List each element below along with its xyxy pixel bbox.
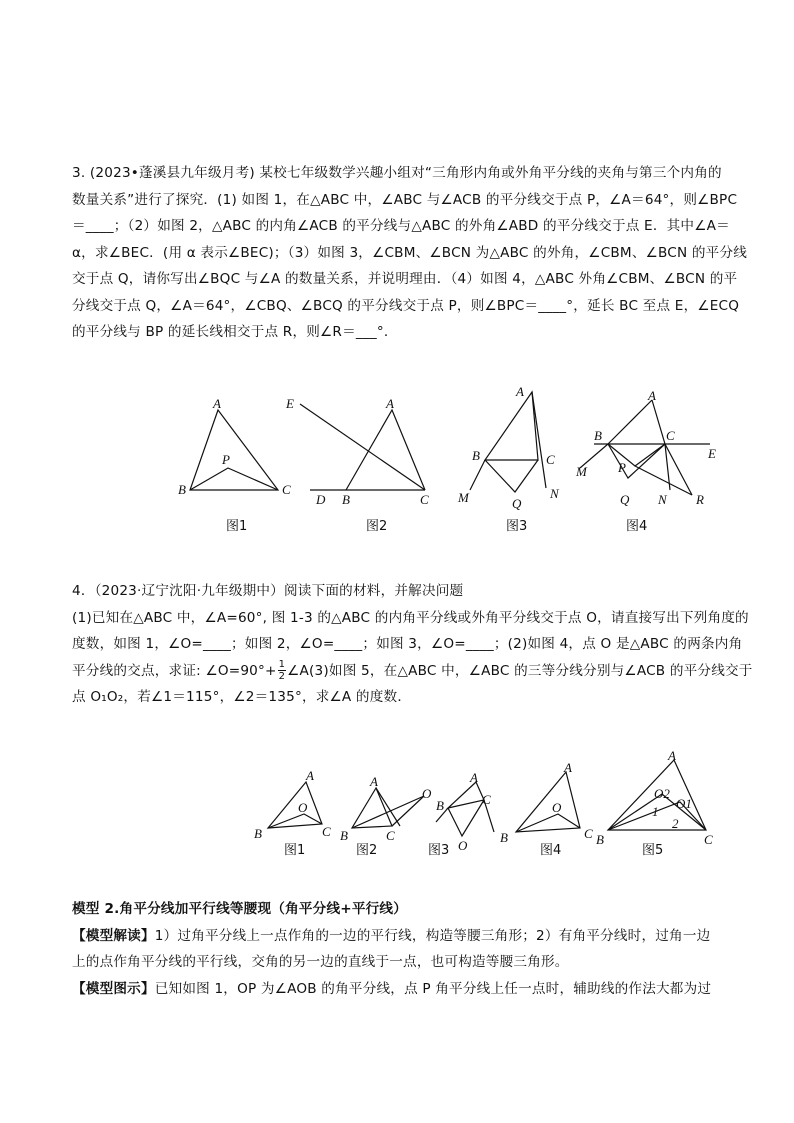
model2-section (72, 896, 724, 1002)
q4-fig5 (596, 748, 713, 858)
q3-line-7: 的平分线与 BP 的延长线相交于点 R，则∠R＝___°． (72, 324, 398, 340)
q4-fig4-label-a: A (564, 760, 572, 775)
model2-diagram-text: 已知如图 1，OP 为∠AOB 的角平分线，点 P 角平分线上任一点时，辅助线的作法大都为过 (154, 980, 712, 997)
q4-fig4 (500, 760, 593, 858)
q4-fig5-label-o2: O2 (654, 786, 670, 801)
q3-fig2-label-d: D (316, 492, 326, 507)
q3-fig1-label-c: C (282, 482, 291, 497)
model2-title-text: 模型 2.角平分线加平行线等腰现（角平分线+平行线） (72, 901, 408, 917)
q3-fig4-caption: 图4 (626, 519, 648, 534)
q4-fig1 (254, 768, 331, 858)
q3-fig3-label-a: A (516, 384, 524, 399)
q4-line-4 (72, 658, 753, 685)
q4-fig5-label-b: B (596, 832, 604, 847)
q3-fig1-label-p: P (222, 452, 230, 467)
q3-text (72, 160, 748, 346)
model2-explain-tag: 【模型解读】 (72, 927, 155, 944)
q3-fig3-label-c: C (546, 452, 555, 467)
q4-fig5-caption: 图5 (642, 843, 664, 858)
model2-explain-line-1 (72, 923, 724, 950)
q3-fig2-label-a: A (386, 396, 394, 411)
q3-fig2-label-c: C (420, 492, 429, 507)
q3-fig4-label-n: N (658, 492, 667, 507)
q3-fig2 (285, 396, 429, 534)
q3-fig4-label-q: Q (620, 492, 630, 507)
q4-line-2: (1)已知在△ABC 中，∠A=60°, 图 1-3 的△ABC 的内角平分线或外角平分线交于点 O，请直接写出下列角度的 (72, 609, 749, 626)
q4-line-1: 4．（2023·辽宁沈阳·九年级期中）阅读下面的材料，并解决问题 (72, 583, 464, 599)
q3-fig4-label-a: A (648, 388, 656, 403)
model2-diagram-tag: 【模型图示】 (72, 980, 155, 997)
q4-fig3-caption: 图3 (428, 843, 450, 858)
q3-fig3 (457, 384, 560, 534)
q3-line-2: 数量关系”进行了探究．(1) 如图 1，在△ABC 中，∠ABC 与∠ACB 的平分线交于点 P，∠A＝64°，则∠BPC (72, 191, 738, 208)
q4-fig4-label-c: C (584, 826, 593, 841)
q4-fig5-label-a: A (668, 748, 676, 763)
q3-fig3-label-q: Q (512, 496, 522, 511)
q3-fig3-label-m: M (458, 490, 469, 505)
q3-fig3-label-n: N (550, 486, 559, 501)
q4-fig5-label-c: C (704, 832, 713, 847)
q4-fig2-caption: 图2 (356, 843, 378, 858)
fraction-numerator: 1 (278, 659, 286, 670)
q3-fig1-label-a: A (213, 396, 221, 411)
q3-fig4-label-c: C (666, 428, 675, 443)
q4-fig4-label-o: O (552, 800, 562, 815)
q4-fig1-label-c: C (322, 824, 331, 839)
q4-fig3-label-o: O (458, 838, 468, 853)
q4-figures (250, 746, 720, 860)
q4-fig5-label-1: 1 (652, 804, 659, 819)
q4-fig3-label-a: A (470, 770, 478, 785)
q3-fig4-label-r: R (696, 492, 704, 507)
q3-fig3-caption: 图3 (506, 519, 528, 534)
q3-fig2-caption: 图2 (366, 519, 388, 534)
q3-fig1 (178, 396, 291, 534)
q3-fig4-label-m: M (576, 464, 587, 479)
q4-fig2-label-o: O (422, 786, 432, 801)
q4-line-4-post: ∠A(3)如图 5，在△ABC 中，∠ABC 的三等分线分别与∠ACB 的平分线交于 (287, 662, 753, 679)
q3-fig3-label-b: B (472, 448, 480, 463)
q4-fig3-label-b: B (436, 798, 444, 813)
q4-fig1-label-a: A (306, 768, 314, 783)
q3-line-6: 分线交于点 Q，∠A＝64°，∠CBQ、∠BCQ 的平分线交于点 P，则∠BPC＝____°，延长 BC 至点 E，∠ECQ (72, 297, 740, 314)
q3-fig2-label-e: E (286, 396, 294, 411)
q4-line-4-pre: 平分线的交点，求证: ∠O=90°+ (72, 662, 277, 679)
q4-fig2-label-b: B (340, 828, 348, 843)
q3-fig1-caption: 图1 (226, 519, 248, 534)
q3-figures (170, 380, 730, 540)
q3-line-1: 3. (2023•蓬溪县九年级月考) 某校七年级数学兴趣小组对“三角形内角或外角平分线的夹角与第三个内角的 (72, 165, 722, 181)
q4-line-5: 点 O₁O₂，若∠1＝115°，∠2＝135°，求∠A 的度数． (72, 689, 412, 705)
q4-line-3: 度数，如图 1，∠O=____；如图 2，∠O=____；如图 3，∠O=____；(2)如图 4，点 O 是△ABC 的两条内角 (72, 636, 743, 652)
q3-fig4 (575, 388, 716, 534)
q4-fig1-label-o: O (298, 800, 308, 815)
q3-line-3: ＝____；（2）如图 2，△ABC 的内角∠ACB 的平分线与△ABC 的外角∠ABD 的平分线交于点 E．其中∠A＝ (72, 218, 730, 234)
q3-line-4: α，求∠BEC．(用 α 表示∠BEC)；（3）如图 3，∠CBM、∠BCN 为△ABC 的外角，∠CBM、∠BCN 的平分线 (72, 244, 748, 261)
q3-fig4-label-b: B (594, 428, 602, 443)
q3-fig2-label-b: B (342, 492, 350, 507)
q4-fig1-label-b: B (254, 826, 262, 841)
q4-text (72, 578, 753, 711)
model2-title (72, 896, 724, 923)
q4-fig3-label-c: C (482, 792, 491, 807)
q4-fig1-caption: 图1 (284, 843, 306, 858)
model2-explain-text-1: 1）过角平分线上一点作角的一边的平行线，构造等腰三角形；2）有角平分线时，过角一边 (154, 927, 711, 944)
q4-fig5-label-2: 2 (672, 816, 679, 831)
q4-fig4-label-b: B (500, 830, 508, 845)
q3-fig4-label-e: E (708, 446, 716, 461)
model2-diagram-line (72, 976, 724, 1003)
fraction-denominator: 2 (278, 671, 286, 682)
q4-fig3 (428, 770, 494, 858)
q4-fig4-caption: 图4 (540, 843, 562, 858)
q3-fig1-label-b: B (178, 482, 186, 497)
q4-fig2-label-a: A (370, 774, 378, 789)
model2-explain-line-2: 上的点作角平分线的平行线，交角的另一边的直线于一点，也可构造等腰三角形。 (72, 954, 569, 970)
q4-fig5-label-o1: O1 (676, 796, 692, 811)
q4-fig2-label-c: C (386, 828, 395, 843)
q3-line-5: 交于点 Q，请你写出∠BQC 与∠A 的数量关系，并说明理由．（4）如图 4，△ABC 外角∠CBM、∠BCN 的平 (72, 271, 738, 287)
q4-fig2 (340, 774, 432, 858)
q3-fig4-label-p: P (618, 460, 626, 475)
half-fraction (278, 659, 287, 682)
